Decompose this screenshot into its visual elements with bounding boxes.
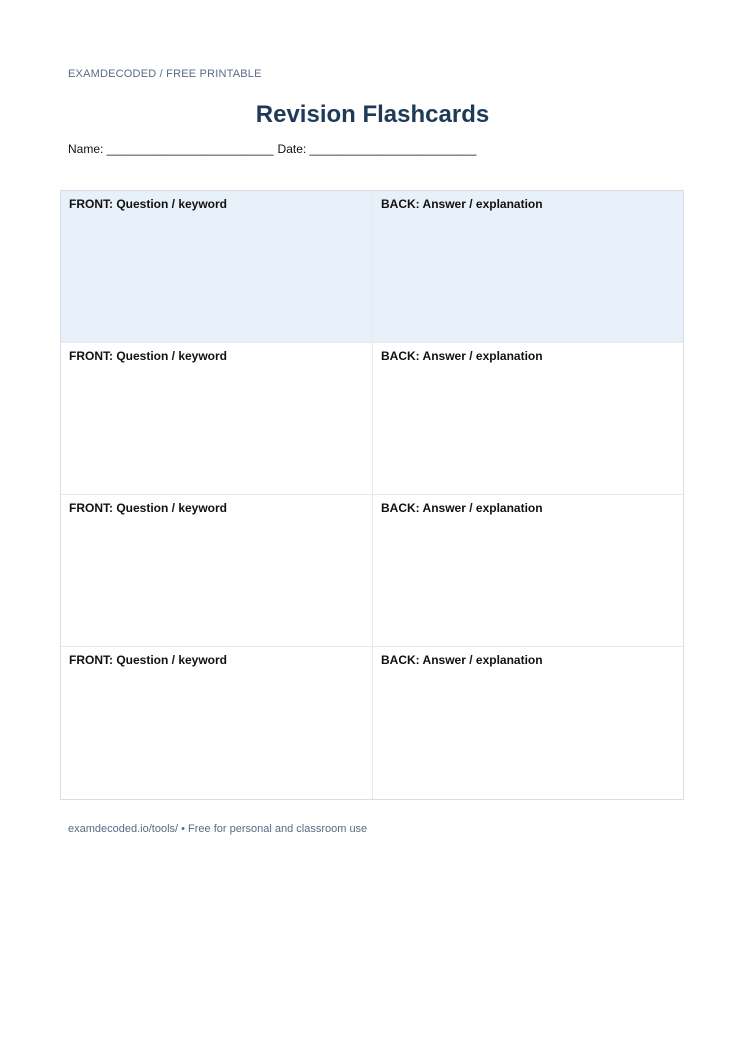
page-title: Revision Flashcards bbox=[255, 101, 490, 128]
card-4-back: BACK: Answer / explanation bbox=[381, 653, 543, 667]
name-date-line bbox=[68, 142, 476, 156]
card-2-front: FRONT: Question / keyword bbox=[61, 343, 373, 495]
flashcard-table bbox=[60, 190, 684, 800]
footer-note: examdecoded.io/tools/ • Free for personal and classroom use bbox=[68, 823, 368, 835]
date-field: Date: _________________________ bbox=[277, 142, 477, 156]
card-1-back: BACK: Answer / explanation bbox=[373, 191, 683, 343]
card-4-front: FRONT: Question / keyword bbox=[61, 647, 373, 799]
brand-label: EXAMDECODED / FREE PRINTABLE bbox=[68, 68, 262, 80]
card-3-front: FRONT: Question / keyword bbox=[61, 495, 373, 647]
name-field: Name: _________________________ bbox=[68, 142, 274, 156]
card-1-front: FRONT: Question / keyword bbox=[61, 191, 373, 343]
card-3-back: BACK: Answer / explanation bbox=[373, 495, 683, 647]
card-2-back: BACK: Answer / explanation bbox=[373, 343, 683, 495]
